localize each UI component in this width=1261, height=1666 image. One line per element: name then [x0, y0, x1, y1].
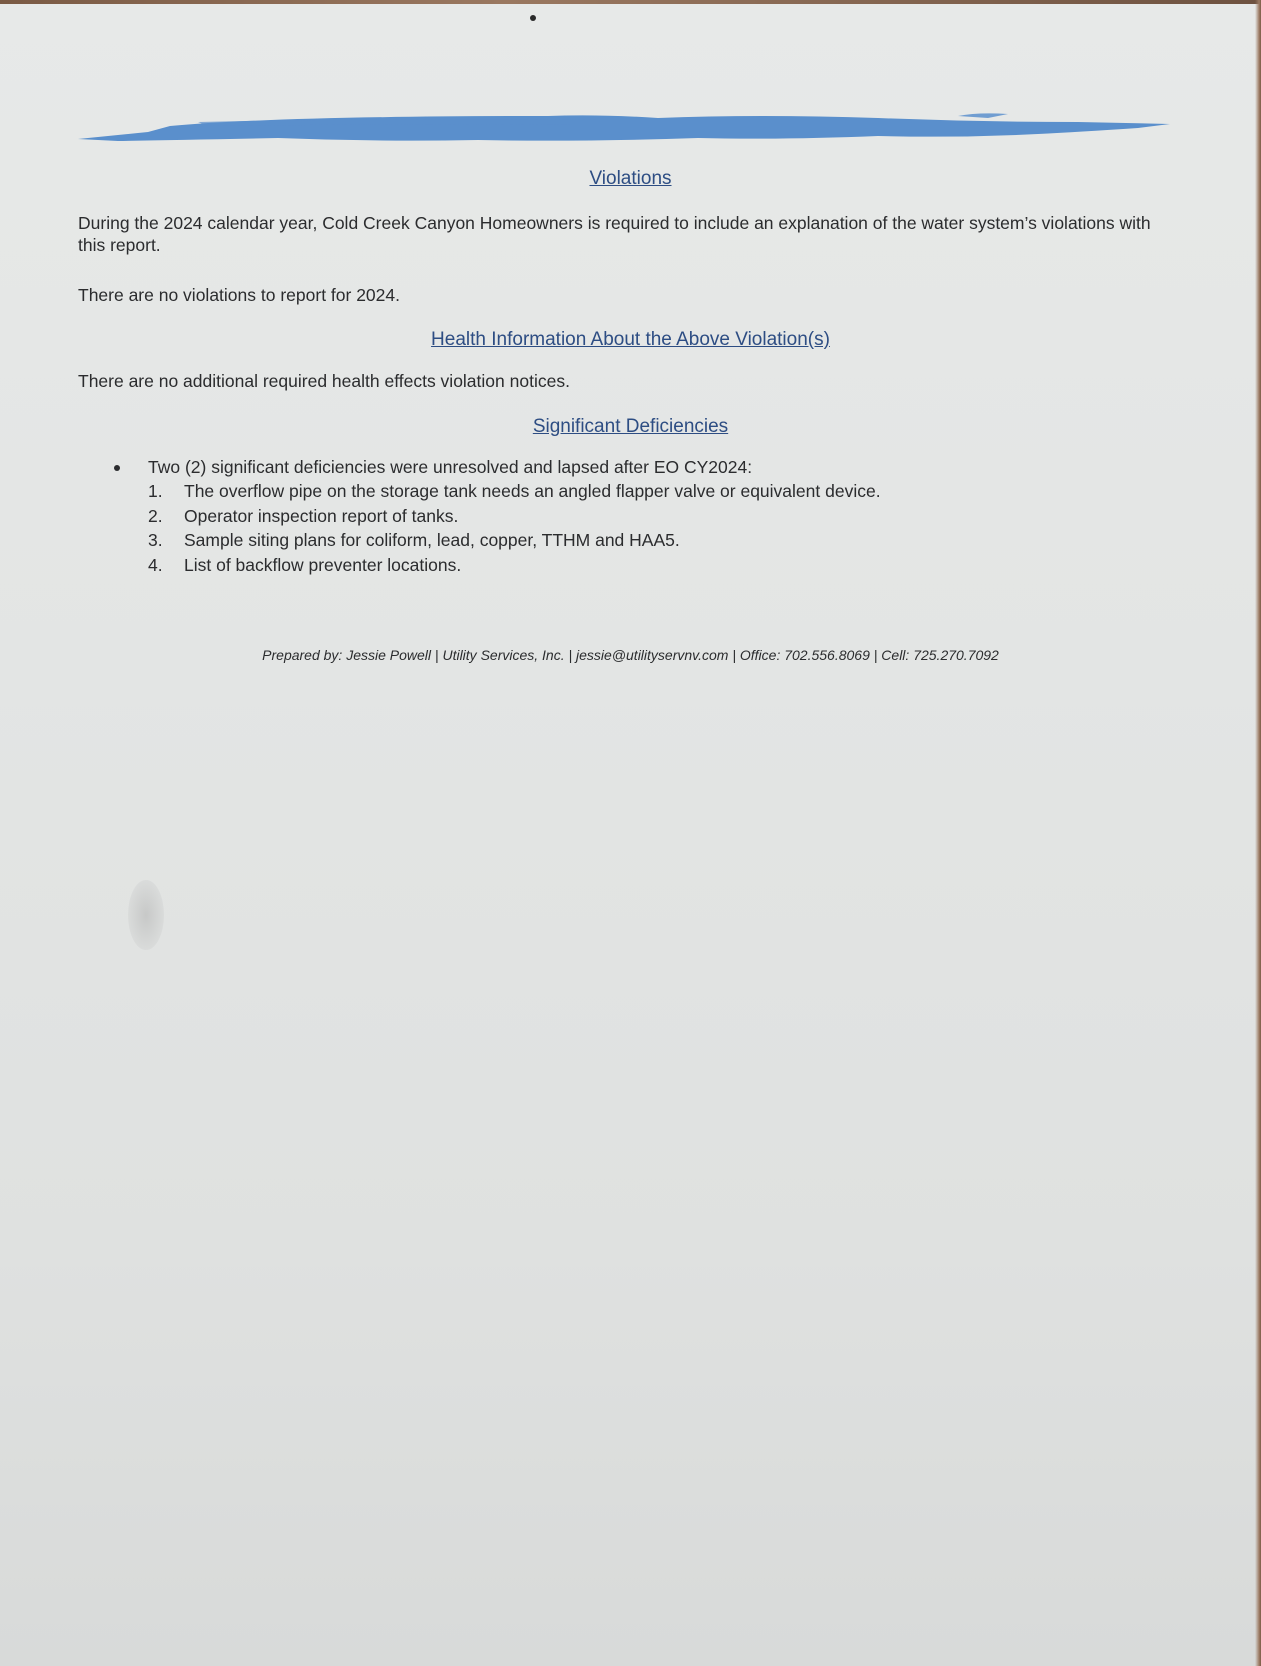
health-info-statement: There are no additional required health effects violation notices. — [78, 371, 570, 391]
paper-smudge — [128, 880, 164, 950]
list-item-text: The overflow pipe on the storage tank needs an angled flapper valve or equivalent device. — [184, 481, 881, 501]
list-item — [110, 528, 1110, 553]
footer-company: Utility Services, Inc. — [442, 647, 565, 663]
list-item-text: List of backflow preventer locations. — [184, 554, 462, 575]
deficiencies-heading: Significant Deficiencies — [532, 416, 729, 437]
page-top-edge — [0, 0, 1261, 4]
footer-separator: | — [728, 647, 740, 663]
violations-heading: Violations — [589, 168, 672, 189]
footer-separator: | — [431, 647, 443, 663]
list-item-text: Operator inspection report of tanks. — [184, 505, 459, 526]
footer-separator: | — [564, 647, 577, 663]
page-right-edge — [1255, 0, 1261, 1666]
list-item-number: 3. — [148, 530, 163, 550]
footer-office: Office: 702.556.8069 — [739, 647, 870, 663]
list-item — [110, 479, 1110, 504]
no-violations-statement: There are no violations to report for 2024. — [78, 285, 400, 305]
list-item-text: Sample siting plans for coliform, lead, copper, TTHM and HAA5. — [184, 530, 680, 550]
punch-mark — [530, 15, 536, 21]
footer-email: jessie@utilityservnv.com — [576, 647, 729, 663]
list-item — [110, 504, 1110, 529]
health-info-heading: Health Information About the Above Violation(s) — [431, 329, 830, 350]
redaction-marker-stroke — [78, 108, 1170, 148]
deficiencies-bullet-text: Two (2) significant deficiencies were unresolved and lapsed after EO CY2024: — [148, 457, 753, 477]
list-item-number: 4. — [148, 554, 163, 575]
deficiencies-list — [110, 455, 1110, 577]
footer-separator: | — [869, 647, 882, 663]
deficiencies-bullet — [110, 455, 1110, 479]
footer-prepared-by: Prepared by: Jessie Powell — [262, 647, 432, 663]
deficiency-numbered-list — [110, 479, 1110, 577]
list-item-number: 2. — [148, 505, 163, 526]
list-item-number: 1. — [148, 481, 163, 501]
footer-cell: Cell: 725.270.7092 — [881, 647, 999, 663]
violations-paragraph: During the 2024 calendar year, Cold Creek Canyon Homeowners is required to include an explanation of the water system’s violations with this report. — [78, 213, 1151, 255]
bullet-dot-icon — [114, 465, 120, 471]
prepared-by-footer — [0, 647, 1261, 663]
list-item — [110, 553, 1110, 578]
